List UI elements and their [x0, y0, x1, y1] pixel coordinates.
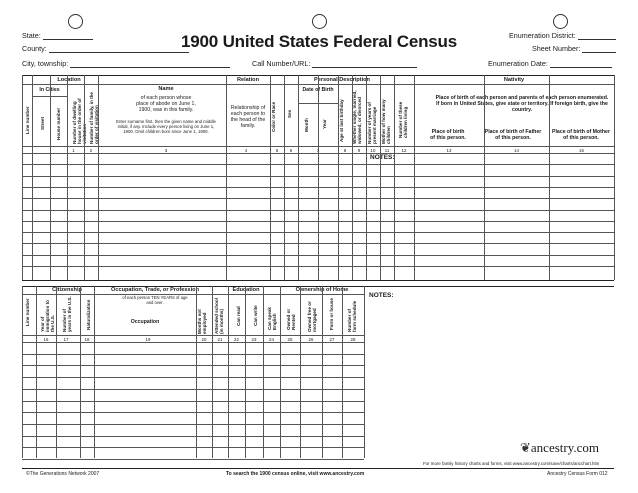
col-years-us: Number of years in the U.S. [62, 296, 73, 332]
col-number: 14 [514, 148, 519, 153]
col-dwelling: Number of dwelling house in the order of visitation [72, 98, 88, 144]
col-color: Color or Race [271, 101, 276, 132]
name-description: of each person whose place of abode on June 1, 1900, was in this family. [136, 95, 196, 113]
col-number: 7 [316, 148, 320, 153]
table-row[interactable] [22, 176, 614, 177]
name-instructions: Enter surname first, then the given name and middle initial, if any. Include every person living on June 1, 1900. Omit children born since June 1, 1900. [116, 119, 216, 134]
call-number-field[interactable] [252, 59, 417, 68]
table-row[interactable] [22, 377, 364, 378]
col-owned-rented: Owned or Rented [286, 308, 297, 330]
punch-hole-left [68, 14, 83, 29]
col-number: 22 [234, 337, 239, 342]
col-number: 15 [579, 148, 584, 153]
col-sex: Sex [287, 109, 292, 118]
table-row[interactable] [22, 210, 614, 211]
col-family: Number of family, in the order of visitation [89, 92, 100, 144]
footer-more-charts: For more family history charts and forms, visit www.ancestry.com/save/charts/ancchart.htm [423, 461, 600, 466]
col-can-speak: Can speak English [267, 307, 278, 330]
table-row[interactable] [22, 365, 364, 366]
col-years-married: Number of years of present marriage [367, 102, 378, 144]
leaf-icon: ❦ [520, 440, 531, 455]
notes-label-bottom: NOTES: [369, 292, 394, 299]
col-number: 9 [357, 148, 361, 153]
col-number: 10 [370, 148, 376, 153]
sheet-number-label: Sheet Number: [532, 44, 581, 53]
relation-description: Relationship of each person to the head of the family. [230, 105, 266, 129]
col-number: 25 [287, 337, 293, 342]
col-owned-free: Owned free or mortgaged [307, 301, 318, 332]
col-number: 19 [145, 337, 151, 342]
table-row[interactable] [22, 459, 364, 460]
notes-label-top: NOTES: [370, 154, 395, 161]
occupation-sub: of each person TEN YEARS of age and over. [122, 295, 188, 305]
city-label: City, township: [22, 59, 69, 68]
table-row[interactable] [22, 412, 364, 413]
col-number: 18 [84, 337, 90, 342]
table-row[interactable] [22, 389, 364, 390]
col-farm-schedule: Number of farm schedule [347, 300, 358, 332]
col-occupation: Occupation [130, 319, 160, 325]
col-month: Month [304, 118, 309, 132]
col-house-number: House number [56, 107, 61, 140]
page-title: 1900 United States Federal Census [181, 32, 457, 51]
enum-date-label: Enumeration Date: [488, 59, 548, 68]
table-row[interactable] [22, 424, 364, 425]
col-pob-mother: Place of birth of Mother of this person. [552, 129, 610, 141]
table-row[interactable] [22, 401, 364, 402]
col-number: 21 [217, 337, 223, 342]
col-number: 24 [269, 337, 274, 342]
date-of-birth-label: Date of Birth [302, 87, 334, 93]
table-row[interactable] [22, 447, 364, 448]
col-can-write: Can write [253, 305, 258, 326]
city-field[interactable] [22, 59, 230, 68]
punch-hole-center [312, 14, 327, 29]
group-location: Location [57, 77, 81, 83]
table-row[interactable] [22, 221, 614, 222]
col-number: 5 [275, 148, 279, 153]
col-number: 3 [164, 148, 168, 153]
col-number: 2 [89, 148, 93, 153]
group-ownership: Ownership of Home [295, 287, 349, 293]
col-year: Year [322, 119, 327, 129]
call-number-label: Call Number/URL: [252, 59, 311, 68]
table-row[interactable] [22, 198, 614, 199]
col-mother-of-how-many: Mother of how many children [381, 99, 392, 144]
name-title: Name [158, 86, 174, 92]
in-cities-label: In Cities [39, 87, 60, 93]
table-row[interactable] [22, 243, 614, 244]
col-number: 28 [350, 337, 356, 342]
enum-date-field[interactable] [488, 59, 612, 68]
col-immigration: Year of immigration to the U.S. [40, 300, 56, 332]
col-marital: Whether single, married, widowed, or divorced [352, 90, 363, 144]
col-number: 11 [384, 148, 390, 153]
group-relation: Relation [236, 77, 260, 83]
col-line-number: Line number [25, 106, 30, 134]
col-attended-school: Attended school (in months) [214, 298, 225, 334]
punch-hole-right [553, 14, 568, 29]
col-number: 27 [329, 337, 335, 342]
col-street: Street [40, 116, 45, 130]
col-number: 16 [43, 337, 49, 342]
col-number: 13 [446, 148, 452, 153]
col-number: 26 [308, 337, 314, 342]
col-naturalization: Naturalization [86, 299, 91, 330]
footer-form-number: Ancestry Census Form 012 [547, 471, 608, 477]
col-pob-father: Place of birth of Father of this person. [484, 129, 542, 141]
ancestry-logo: ❦ancestry.com [520, 440, 600, 455]
col-can-read: Can read [236, 306, 241, 326]
col-number: 1 [72, 148, 75, 153]
col-line-number-bottom: Line number [25, 298, 30, 326]
group-personal: Personal Description [314, 77, 370, 83]
group-citizenship: Citizenship [52, 287, 82, 293]
col-months-not-employed: Months not employed [197, 309, 208, 334]
col-number: 20 [201, 337, 207, 342]
table-row[interactable] [22, 436, 364, 437]
group-nativity: Nativity [503, 77, 525, 83]
table-row[interactable] [22, 187, 614, 188]
footer-copyright: ©The Generations Network 2007 [26, 471, 100, 477]
nativity-description: Place of birth of each person and parents of each person enumerated. If born in United States, give state or territory. If foreign birth, give the country. [435, 95, 609, 113]
col-number: 12 [401, 148, 407, 153]
table-row[interactable] [22, 354, 364, 355]
col-farm-house: Farm or house [329, 298, 334, 330]
col-pob-person: Place of birth of this person. [430, 129, 466, 141]
table-row[interactable] [22, 164, 614, 165]
table-row[interactable] [22, 232, 614, 233]
col-age: Age at last birthday [339, 99, 344, 142]
col-children-living: Number of these children living [398, 101, 409, 138]
group-education: Education [232, 287, 260, 293]
table-row[interactable] [22, 266, 614, 267]
col-number: 17 [63, 337, 69, 342]
county-label: County: [22, 44, 47, 53]
col-number: 4 [244, 148, 248, 153]
footer-search: To search the 1900 census online, visit www.ancestry.com [226, 471, 365, 477]
state-label: State: [22, 31, 41, 40]
col-number: 8 [343, 148, 347, 153]
col-number: 23 [251, 337, 257, 342]
enum-district-label: Enumeration District: [509, 31, 576, 40]
col-number: 6 [289, 148, 293, 153]
group-occupation: Occupation, Trade, or Profession [111, 287, 199, 293]
table-row[interactable] [22, 255, 614, 256]
